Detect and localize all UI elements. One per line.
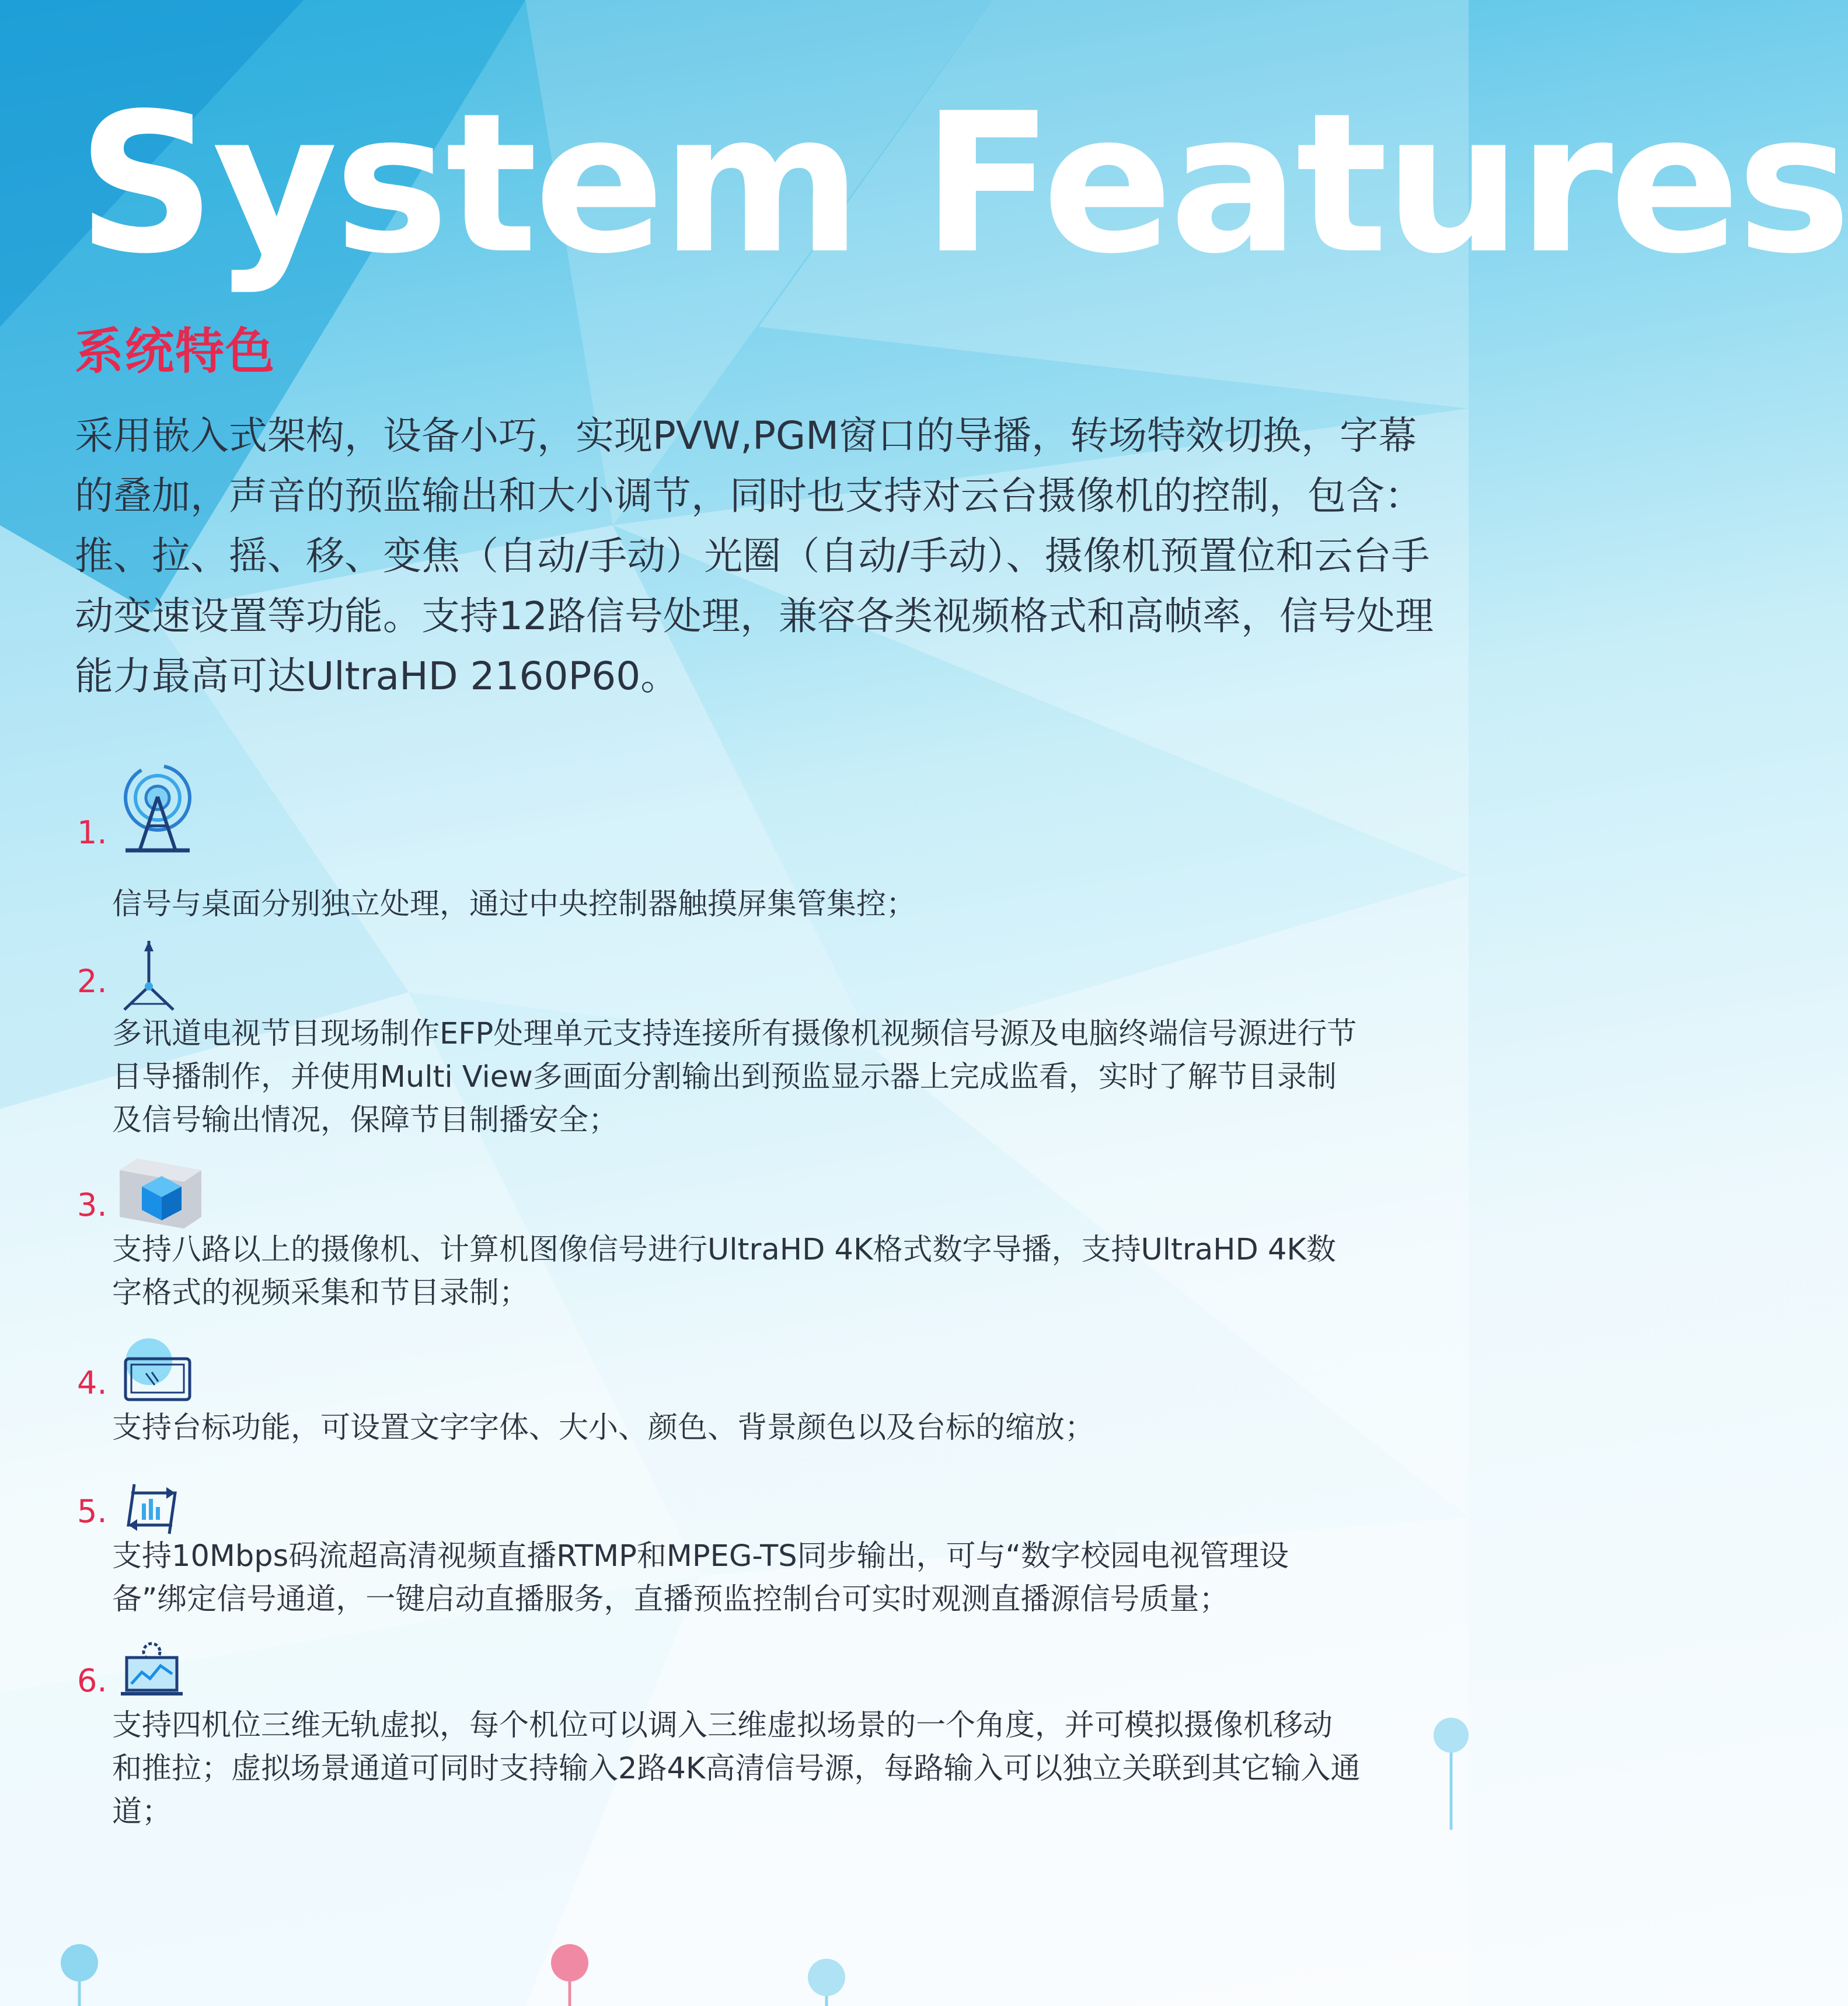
sync-stream-icon xyxy=(120,1481,184,1539)
feature-number: 3. xyxy=(77,1187,107,1223)
intro-paragraph: 采用嵌入式架构，设备小巧，实现PVW,PGM窗口的导播，转场特效切换，字幕的叠加，声音的预监输出和大小调节，同时也支持对云台摄像机的控制，包含：推、拉、摇、移、变焦（自动/手动）光圈（自动/手动）、摄像机预置位和云台手动变速设置等功能。支持12路信号处理，兼容各类视频格式和高帧率，信号处理能力最高可达UltraHD 2160P60。 xyxy=(75,413,1434,699)
page-title: System Features xyxy=(77,72,1848,296)
page-subtitle: 系统特色 xyxy=(75,323,276,380)
decorative-pin xyxy=(1428,1713,1469,1830)
feature-number: 2. xyxy=(77,963,107,1000)
signal-tower-icon xyxy=(120,762,196,863)
monitor-icon xyxy=(120,1338,196,1405)
decorative-pin xyxy=(58,1941,105,2006)
network-node-icon xyxy=(120,941,178,1016)
feature-number: 4. xyxy=(77,1365,107,1401)
feature-text: 支持八路以上的摄像机、计算机图像信号进行UltraHD 4K格式数字导播，支持UltraHD 4K数字格式的视频采集和节目录制； xyxy=(112,1233,1336,1310)
dashboard-gear-icon xyxy=(120,1640,184,1701)
feature-text: 支持台标功能，可设置文字字体、大小、颜色、背景颜色以及台标的缩放； xyxy=(112,1411,1095,1445)
decorative-pin xyxy=(806,1955,852,2006)
feature-text: 信号与桌面分别独立处理，通过中央控制器触摸屏集管集控； xyxy=(112,887,916,922)
3d-cube-icon xyxy=(120,1159,201,1231)
feature-number: 6. xyxy=(77,1662,107,1699)
feature-text: 支持四机位三维无轨虚拟，每个机位可以调入三维虚拟场景的一个角度，并可模拟摄像机移动和推拉；虚拟场景通道可同时支持输入2路4K高清信号源，每路输入可以独立关联到其它输入通道； xyxy=(112,1708,1361,1829)
feature-number: 1. xyxy=(77,814,107,851)
feature-text: 支持10Mbps码流超高清视频直播RTMP和MPEG-TS同步输出，可与“数字校园电视管理设备”绑定信号通道，一键启动直播服务，直播预监控制台可实时观测直播源信号质量； xyxy=(112,1539,1289,1617)
feature-number: 5. xyxy=(77,1493,107,1530)
feature-text: 多讯道电视节目现场制作EFP处理单元支持连接所有摄像机视频信号源及电脑终端信号源进行节目导播制作，并使用Multi View多画面分割输出到预监显示器上完成监看，实时了解节目录制及信号输出情况，保障节目制播安全； xyxy=(112,1017,1357,1138)
decorative-pin xyxy=(549,1941,595,2006)
